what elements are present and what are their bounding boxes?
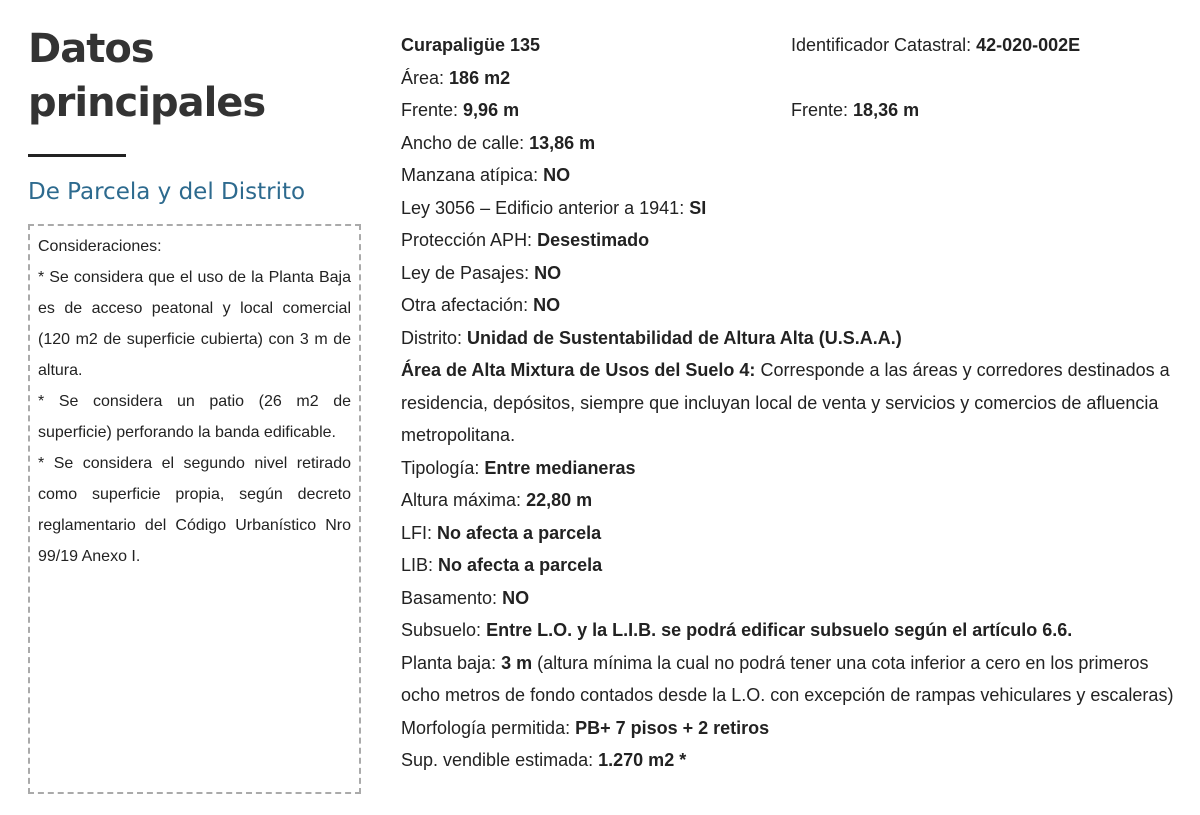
title-underline: [28, 154, 126, 157]
tipologia-label: Tipología:: [401, 457, 480, 478]
address-row: [401, 29, 1176, 62]
basamento-label: Basamento:: [401, 587, 498, 608]
frente2-label: Frente:: [791, 100, 849, 120]
area-label: Área:: [401, 67, 445, 88]
distrito-row: [401, 322, 1176, 355]
consideration-item: * Se considera que el uso de la Planta Baja es de acceso peatonal y local comercial (120 m2 de superficie cubierta) con 3 m de altura.: [38, 269, 351, 379]
address: Curapaligüe 135: [401, 35, 541, 55]
sup-label: Sup. vendible estimada:: [401, 750, 594, 770]
aph-value: Desestimado: [537, 230, 650, 250]
subsuelo-label: Subsuelo:: [401, 620, 482, 640]
pasajes-value: NO: [534, 262, 562, 283]
subsuelo-value: Entre L.O. y la L.I.B. se podrá edificar subsuelo según el artículo 6.6.: [486, 620, 1073, 640]
planta-text: (altura mínima la cual no podrá tener una cota inferior a cero en los primeros ocho metros de fondo contados desde la L.O. con excepción de rampas vehiculares y escaleras): [401, 652, 1174, 705]
altura-label: Altura máxima:: [401, 490, 522, 510]
ancho-row: [401, 127, 1176, 160]
planta-label: Planta baja:: [401, 652, 497, 673]
frente1-label: Frente:: [401, 100, 459, 120]
cadastral-value: 42-020-002E: [976, 35, 1081, 55]
page-title-line1: Datos: [28, 26, 154, 72]
altura-row: [401, 484, 1176, 517]
left-column: [28, 22, 368, 205]
aph-row: [401, 224, 1176, 257]
mixtura-label: Área de Alta Mixtura de Usos del Suelo 4:: [401, 360, 756, 380]
frente1-value: 9,96 m: [463, 100, 520, 120]
manzana-label: Manzana atípica:: [401, 165, 539, 185]
cadastral-label: Identificador Catastral:: [791, 35, 972, 55]
distrito-label: Distrito:: [401, 327, 463, 348]
considerations-heading: Consideraciones:: [38, 238, 162, 255]
subsuelo-row: [401, 614, 1176, 647]
otra-value: NO: [533, 295, 561, 315]
consideration-item: * Se considera un patio (26 m2 de superficie) perforando la banda edificable.: [38, 393, 351, 441]
basamento-row: [401, 582, 1176, 615]
considerations-box: [28, 224, 361, 794]
manzana-value: NO: [543, 165, 571, 185]
otra-row: [401, 289, 1176, 322]
ancho-label: Ancho de calle:: [401, 132, 525, 153]
area-value: 186 m2: [449, 67, 511, 88]
lib-value: No afecta a parcela: [438, 555, 603, 575]
frente-row: [401, 94, 1176, 127]
lfi-label: LFI:: [401, 522, 433, 543]
ley-value: SI: [689, 197, 707, 218]
lfi-row: [401, 517, 1176, 550]
pasajes-row: [401, 257, 1176, 290]
manzana-row: [401, 159, 1176, 192]
pasajes-label: Ley de Pasajes:: [401, 262, 530, 283]
page-title: [28, 22, 368, 130]
otra-label: Otra afectación:: [401, 295, 529, 315]
ancho-value: 13,86 m: [529, 132, 596, 153]
morfologia-label: Morfología permitida:: [401, 717, 571, 738]
morfologia-row: [401, 712, 1176, 745]
area-row: [401, 62, 1176, 95]
ley-label: Ley 3056 – Edificio anterior a 1941:: [401, 197, 685, 218]
lfi-value: No afecta a parcela: [437, 522, 602, 543]
planta-value: 3 m: [501, 652, 533, 673]
mixtura-text: Corresponde a las áreas y corredores destinados a residencia, depósitos, siempre que incluyan local de venta y servicios y comercios de afluencia metropolitana.: [401, 360, 1170, 445]
aph-label: Protección APH:: [401, 230, 533, 250]
lib-row: [401, 549, 1176, 582]
section-subtitle: De Parcela y del Distrito: [28, 179, 306, 205]
basamento-value: NO: [502, 587, 530, 608]
parcel-details: [401, 29, 1176, 777]
sup-value: 1.270 m2 *: [598, 750, 687, 770]
tipologia-row: [401, 452, 1176, 485]
mixtura-paragraph: [401, 354, 1176, 452]
frente2-value: 18,36 m: [853, 100, 920, 120]
distrito-value: Unidad de Sustentabilidad de Altura Alta (U.S.A.A.): [467, 327, 902, 348]
morfologia-value: PB+ 7 pisos + 2 retiros: [575, 717, 770, 738]
altura-value: 22,80 m: [526, 490, 593, 510]
lib-label: LIB:: [401, 555, 434, 575]
planta-paragraph: [401, 647, 1176, 712]
consideration-item: * Se considera el segundo nivel retirado como superficie propia, según decreto reglamentario del Código Urbanístico Nro 99/19 Anexo I.: [38, 455, 351, 565]
page-title-line2: principales: [28, 80, 266, 126]
tipologia-value: Entre medianeras: [484, 457, 636, 478]
ley-row: [401, 192, 1176, 225]
sup-row: [401, 744, 1176, 777]
